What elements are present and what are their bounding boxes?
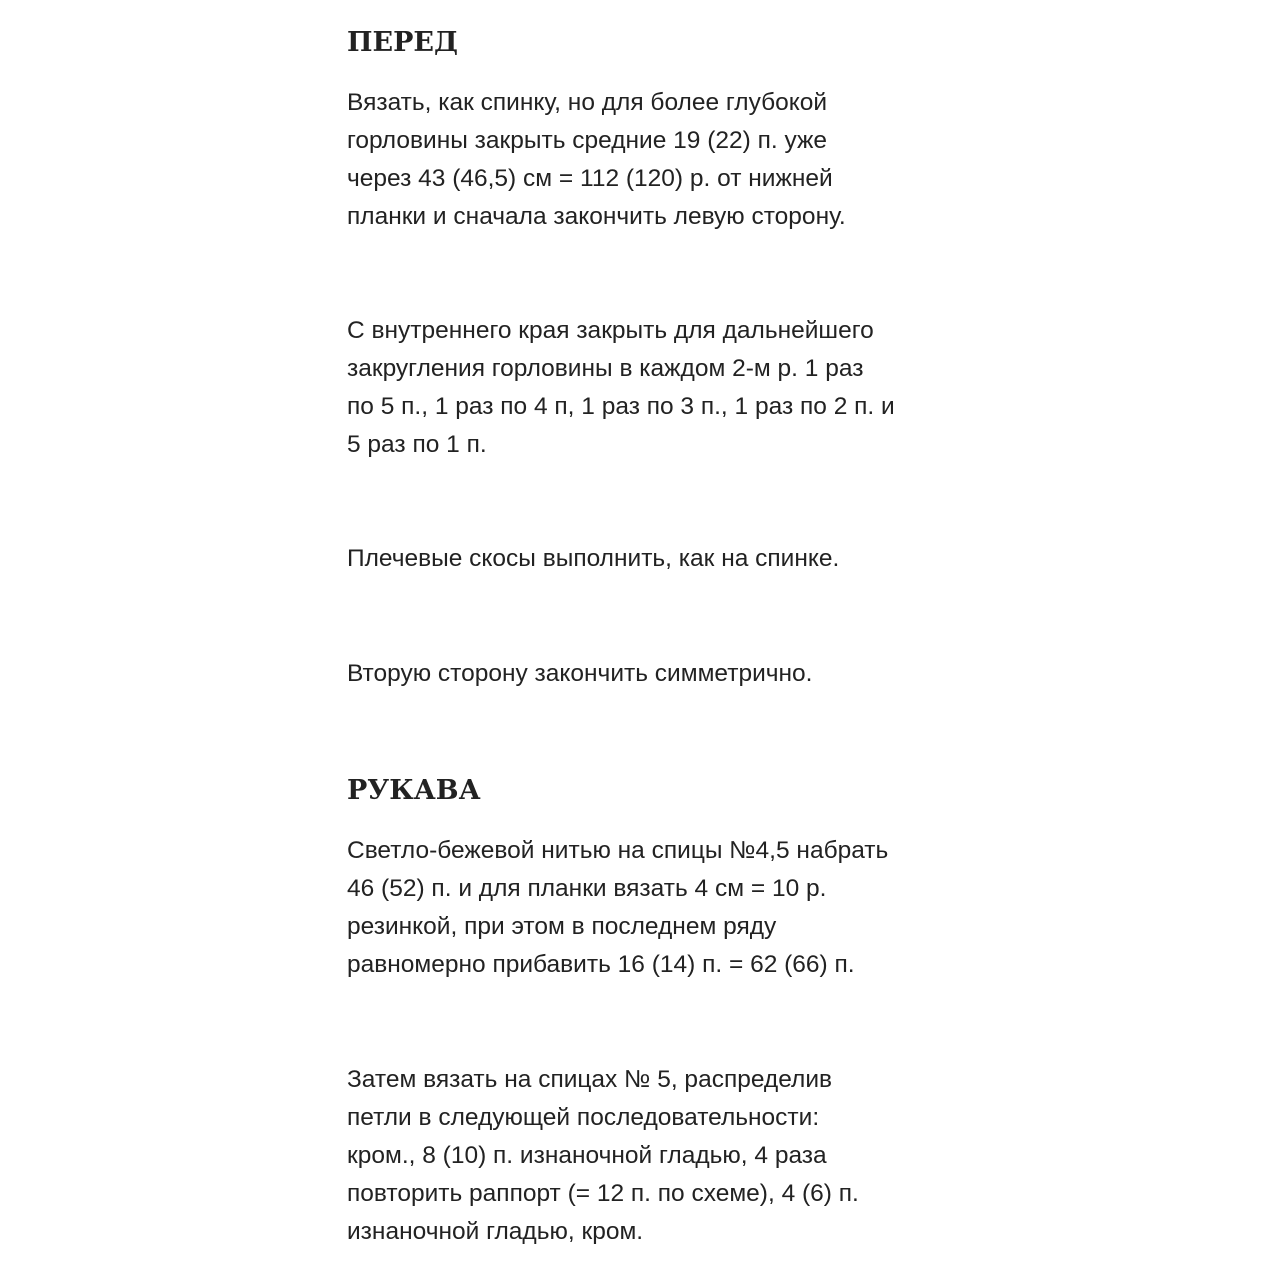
text-line: петли в следующей последовательности: <box>347 1104 820 1131</box>
text-line: С внутреннего края закрыть для дальнейшего <box>347 317 874 344</box>
text-line: горловины закрыть средние 19 (22) п. уже <box>347 127 828 154</box>
text-line: изнаночной гладью, кром. <box>347 1218 644 1245</box>
text-line: закругления горловины в каждом 2-м р. 1 раз <box>347 355 864 382</box>
text-line: резинкой, при этом в последнем ряду <box>347 913 777 940</box>
text-line: Светло-бежевой нитью на спицы №4,5 набрать <box>347 837 889 864</box>
text-line: планки и сначала закончить левую сторону. <box>347 203 846 230</box>
text-line: через 43 (46,5) см = 112 (120) р. от нижней <box>347 165 833 192</box>
paragraph-sleeves-1 <box>347 832 888 984</box>
text-line: Затем вязать на спицах № 5, распределив <box>347 1066 833 1093</box>
text-line: равномерно прибавить 16 (14) п. = 62 (66) п. <box>347 951 855 978</box>
text-line: Вязать, как спинку, но для более глубокой <box>347 89 828 116</box>
paragraph-front-1 <box>347 84 846 236</box>
paragraph-sleeves-2 <box>347 1061 859 1251</box>
paragraph-front-2 <box>347 312 895 464</box>
text-line: 46 (52) п. и для планки вязать 4 см = 10 р. <box>347 875 827 902</box>
text-line: Вторую сторону закончить симметрично. <box>347 660 813 687</box>
text-line: повторить раппорт (= 12 п. по схеме), 4 (6) п. <box>347 1180 859 1207</box>
paragraph-front-3 <box>347 540 839 578</box>
section-title-sleeves: РУКАВА <box>347 775 481 806</box>
text-line: по 5 п., 1 раз по 4 п, 1 раз по 3 п., 1 раз по 2 п. и <box>347 393 895 420</box>
text-line: 5 раз по 1 п. <box>347 431 487 458</box>
text-line: кром., 8 (10) п. изнаночной гладью, 4 раза <box>347 1142 827 1169</box>
paragraph-front-4 <box>347 655 813 693</box>
section-title-front: ПЕРЕД <box>347 27 458 58</box>
text-line: Плечевые скосы выполнить, как на спинке. <box>347 545 840 572</box>
